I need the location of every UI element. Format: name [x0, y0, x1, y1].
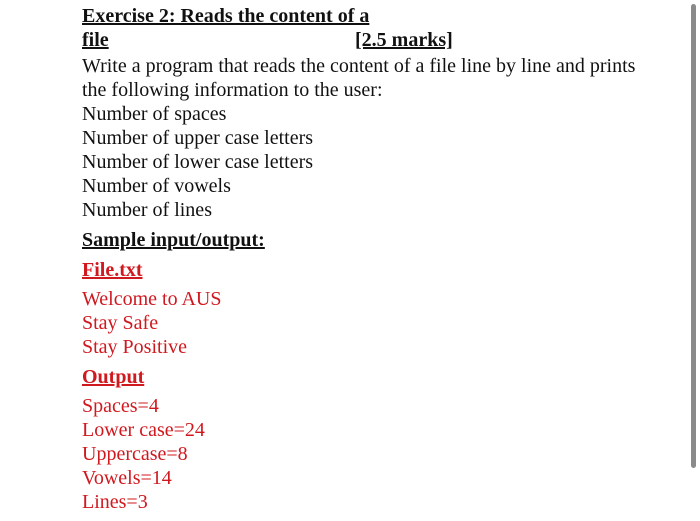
exercise-description: Write a program that reads the content of a file line by line and prints the following information to the user: [82, 55, 636, 101]
exercise-title-row2 [82, 28, 642, 52]
list-item: Number of lower case letters [82, 151, 314, 173]
list-item: Number of spaces [82, 103, 227, 125]
output-line: Lower case=24 [82, 419, 205, 441]
exercise-title-continued: file [82, 29, 109, 51]
list-item: Number of vowels [82, 175, 231, 197]
sample-heading: Sample input/output: [82, 229, 265, 251]
list-item: Number of upper case letters [82, 127, 314, 149]
exercise-marks: [2.5 marks] [355, 29, 453, 51]
vertical-scrollbar[interactable] [691, 4, 696, 468]
output-line: Vowels=14 [82, 467, 172, 489]
output-line: Spaces=4 [82, 395, 159, 417]
file-heading: File.txt [82, 259, 143, 281]
output-line: Lines=3 [82, 491, 148, 513]
exercise-document [82, 4, 642, 514]
file-line: Stay Positive [82, 336, 188, 358]
file-contents [82, 287, 642, 359]
file-line: Stay Safe [82, 312, 159, 334]
output-contents [82, 394, 642, 514]
file-line: Welcome to AUS [82, 288, 222, 310]
output-line: Uppercase=8 [82, 443, 188, 465]
requirements-list [82, 102, 642, 222]
exercise-title: Exercise 2: Reads the content of a [82, 5, 370, 27]
list-item: Number of lines [82, 199, 212, 221]
output-heading: Output [82, 366, 145, 388]
